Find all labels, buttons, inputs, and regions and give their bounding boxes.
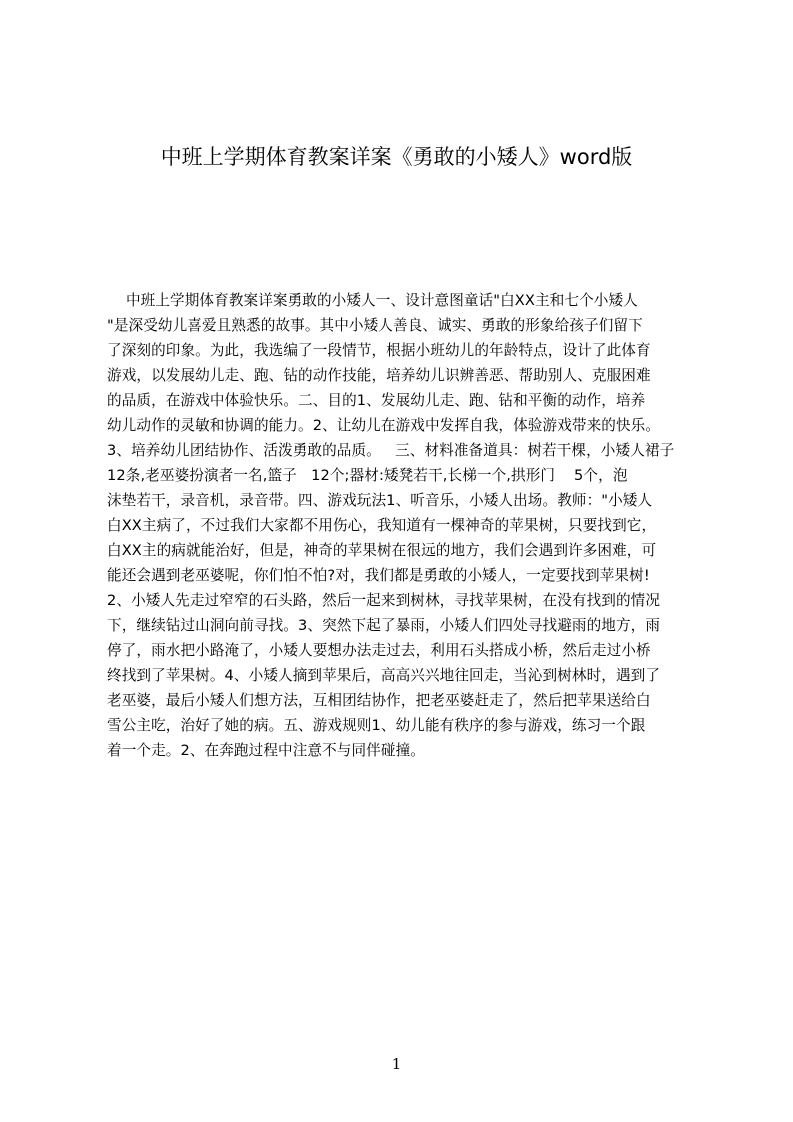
body-line: 白XX主的病就能治好，但是，神奇的苹果树在很远的地方，我们会遇到许多困难，可 [107, 542, 657, 559]
body-line: "是深受幼儿喜爱且熟悉的故事。其中小矮人善良、诚实、勇敢的形象给孩子们留下 [107, 317, 643, 334]
body-line: 游戏，以发展幼儿走、跑、钻的动作技能，培养幼儿识辨善恶、帮助别人、克服困难 [107, 367, 651, 384]
body-line: 雪公主吃，治好了她的病。五、游戏规则1、幼儿能有秩序的参与游戏，练习一个跟 [107, 717, 646, 734]
body-line: 12条,老巫婆扮演者一名,篮子 12个;器材:矮凳若干,长梯一个,拱形门 5个，泡 [107, 467, 628, 484]
body-line: 的品质，在游戏中体验快乐。二、目的1、发展幼儿走、跑、钻和平衡的动作，培养 [107, 392, 646, 409]
body-line: 白XX主病了，不过我们大家都不用伤心，我知道有一棵神奇的苹果树，只要找到它， [107, 517, 657, 534]
body-line: 幼儿动作的灵敏和协调的能力。2、让幼儿在游戏中发挥自我，体验游戏带来的快乐。 [107, 417, 661, 434]
body-line: 停了，雨水把小路淹了，小矮人要想办法走过去，利用石头搭成小桥，然后走过小桥 [107, 642, 651, 659]
body-line: 终找到了苹果树。4、小矮人摘到苹果后，高高兴兴地往回走，当沁到树林时，遇到了 [107, 667, 661, 684]
body-line: 2、小矮人先走过窄窄的石头路，然后一起来到树林，寻找苹果树，在没有找到的情况 [107, 592, 661, 609]
body-line: 着一个走。2、在奔跑过程中注意不与同伴碰撞。 [107, 742, 425, 759]
body-line: 了深刻的印象。为此，我选编了一段情节，根据小班幼儿的年龄特点，设计了此体育 [107, 342, 651, 359]
body-paragraph [107, 288, 697, 763]
document-title: 中班上学期体育教案详案《勇敢的小矮人》word版 [160, 145, 633, 169]
body-line: 沫垫若干，录音机，录音带。四、游戏玩法1、听音乐，小矮人出场。教师："小矮人 [107, 492, 653, 509]
body-line: 能还会遇到老巫婆呢，你们怕不怕?对，我们都是勇敢的小矮人，一定要找到苹果树! [107, 567, 650, 584]
body-line: 中班上学期体育教案详案勇敢的小矮人一、设计意图童话"白XX主和七个小矮人 [107, 292, 638, 309]
body-line: 老巫婆，最后小矮人们想方法，互相团结协作，把老巫婆赶走了，然后把苹果送给白 [107, 692, 651, 709]
body-line: 下，继续钻过山洞向前寻找。3、突然下起了暴雨，小矮人们四处寻找避雨的地方，雨 [107, 617, 661, 634]
page-number: 1 [391, 1055, 402, 1073]
body-line: 3、培养幼儿团结协作、活泼勇敢的品质。 三、材料准备道具：树若干棵，小矮人裙子 [107, 442, 675, 459]
